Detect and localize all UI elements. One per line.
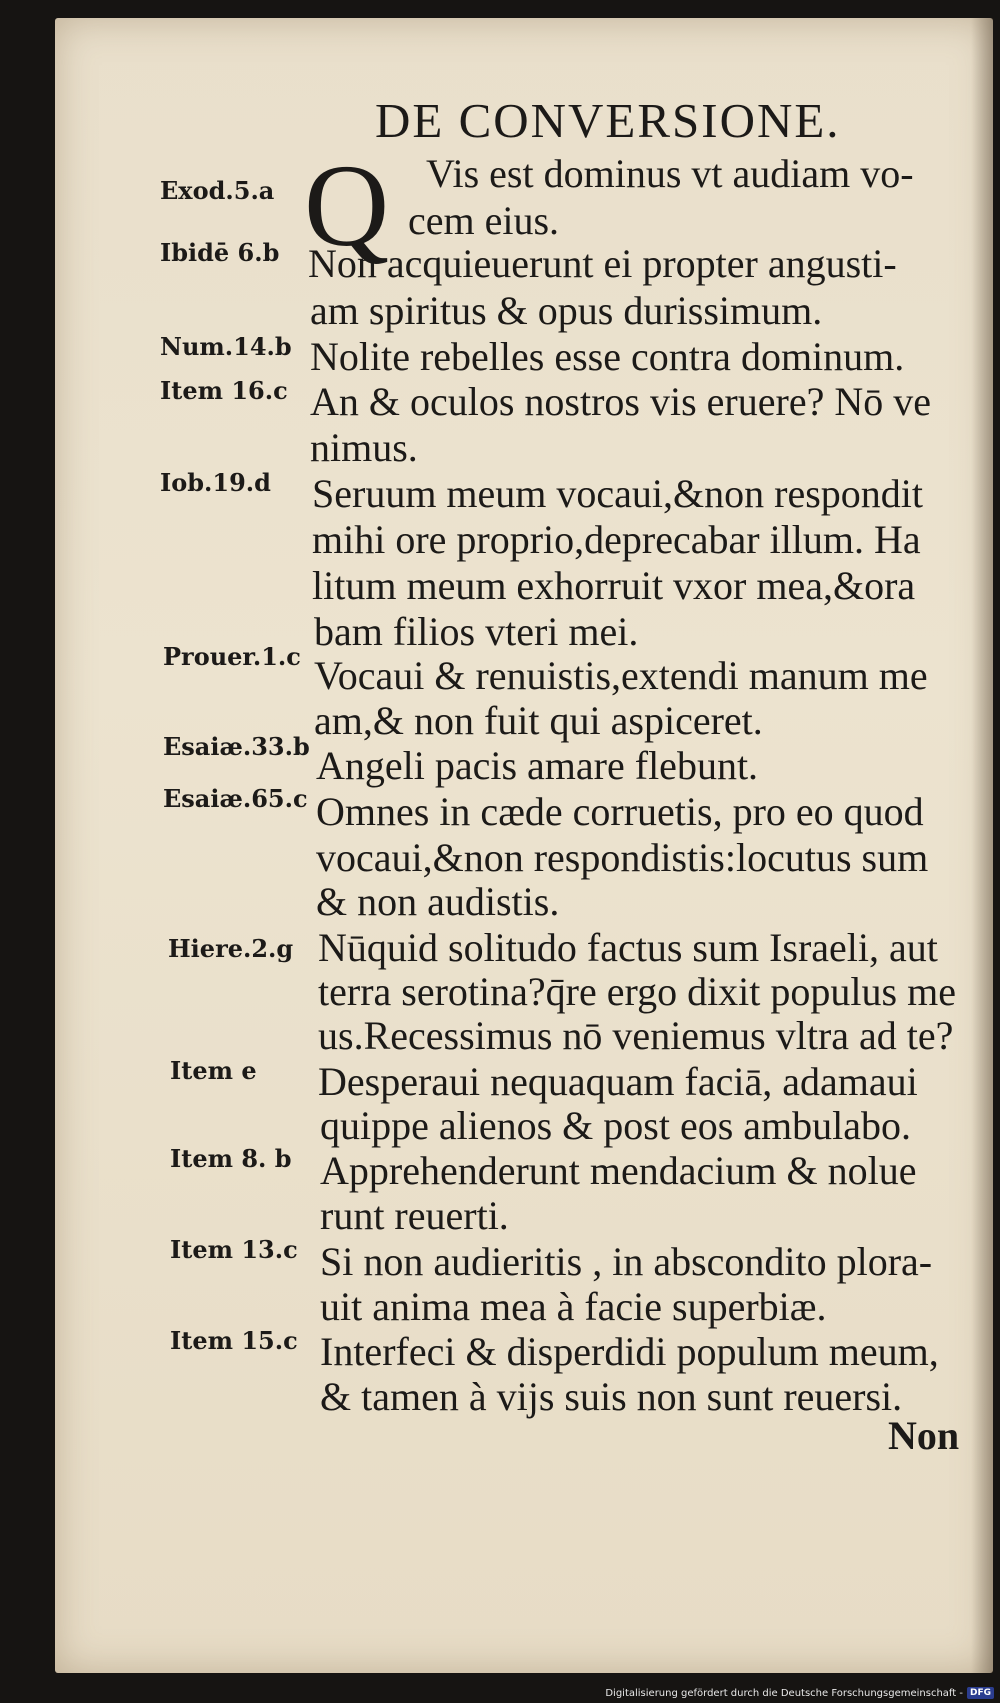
- credit-text: Digitalisierung gefördert durch die Deutsche Forschungsgemeinschaft -: [605, 1687, 963, 1699]
- margin-ref: Prouer.1.c: [163, 642, 301, 671]
- text-line: & tamen à vijs suis non sunt reuersi.: [320, 1374, 903, 1419]
- catchword: Non: [888, 1413, 960, 1458]
- page-edge-shadow: [971, 18, 993, 1673]
- text-line: Nūquid solitudo factus sum Israeli, aut: [318, 925, 938, 970]
- text-line: am spiritus & opus durissimum.: [310, 288, 823, 333]
- text-line: terra serotina?q̄re ergo dixit populus me: [318, 969, 956, 1014]
- margin-ref: Ibidē 6.b: [160, 238, 280, 267]
- text-line: bam filios vteri mei.: [314, 609, 639, 654]
- margin-ref: Item 15.c: [170, 1326, 298, 1355]
- margin-ref: Item 8. b: [170, 1144, 292, 1173]
- text-line: litum meum exhorruit vxor mea,&ora: [312, 563, 916, 608]
- page-header: DE CONVERSIONE.: [375, 93, 841, 148]
- text-line: vocaui,&non respondistis:locutus sum: [316, 835, 929, 880]
- text-line: uit anima mea à facie superbiæ.: [320, 1284, 827, 1329]
- text-line: cem eius.: [408, 198, 560, 243]
- text-line: & non audistis.: [316, 879, 560, 924]
- text-line: quippe alienos & post eos ambulabo.: [320, 1103, 912, 1148]
- text-line: Angeli pacis amare flebunt.: [316, 743, 759, 788]
- text-line: Seruum meum vocaui,&non respondit: [312, 471, 924, 516]
- margin-ref: Exod.5.a: [160, 176, 275, 205]
- text-line: nimus.: [310, 425, 418, 470]
- drop-cap: Q: [304, 140, 390, 271]
- margin-ref: Esaiæ.65.c: [163, 784, 308, 813]
- text-line: Omnes in cæde corruetis, pro eo quod: [316, 789, 924, 834]
- dfg-logo: DFG: [967, 1687, 994, 1699]
- margin-ref: Item 16.c: [160, 376, 288, 405]
- text-line: Interfeci & disperdidi populum meum,: [320, 1329, 939, 1374]
- margin-ref: Hiere.2.g: [168, 934, 294, 963]
- text-line: Nolite rebelles esse contra dominum.: [310, 334, 905, 379]
- text-line: us.Recessimus nō veniemus vltra ad te?: [318, 1013, 954, 1058]
- margin-ref: Item e: [170, 1056, 257, 1085]
- text-line: runt reuerti.: [320, 1193, 509, 1238]
- digitization-credit: [605, 1687, 994, 1699]
- margin-ref: Num.14.b: [160, 332, 292, 361]
- text-line: Desperaui nequaquam faciā, adamaui: [318, 1059, 918, 1104]
- text-line: An & oculos nostros vis eruere? Nō ve: [310, 379, 931, 424]
- margin-ref: Iob.19.d: [160, 468, 271, 497]
- text-line: Vocaui & renuistis,extendi manum me: [314, 653, 928, 698]
- text-line: mihi ore proprio,deprecabar illum. Ha: [312, 517, 921, 562]
- text-line: Vis est dominus vt audiam vo-: [426, 151, 914, 196]
- margin-ref: Esaiæ.33.b: [163, 732, 310, 761]
- text-line: Si non audieritis , in abscondito plora-: [320, 1239, 933, 1284]
- margin-ref: Item 13.c: [170, 1235, 298, 1264]
- text-line: am,& non fuit qui aspiceret.: [314, 698, 763, 743]
- text-line: Non acquieuerunt ei propter angusti-: [308, 241, 897, 286]
- text-line: Apprehenderunt mendacium & nolue: [320, 1148, 917, 1193]
